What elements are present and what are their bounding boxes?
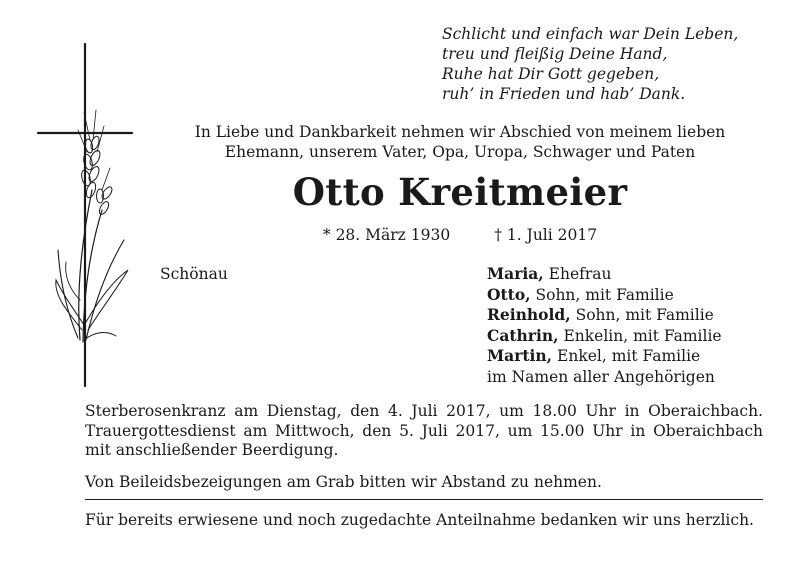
mourners-list xyxy=(487,264,722,387)
mourner-relation: Sohn, mit Familie xyxy=(575,306,714,324)
mourner-row xyxy=(487,326,722,347)
mourner-row xyxy=(487,305,722,326)
mourner-name: Otto, xyxy=(487,284,531,304)
death-date: † 1. Juli 2017 xyxy=(494,226,598,244)
deceased-name: Otto Kreitmeier xyxy=(292,170,628,214)
mourner-name: Cathrin, xyxy=(487,325,559,345)
service-announcement xyxy=(85,402,763,461)
mourner-row xyxy=(487,346,722,367)
birth-date: * 28. März 1930 xyxy=(322,226,451,244)
mourner-name: Maria, xyxy=(487,264,544,283)
intro-line: In Liebe und Dankbarkeit nehmen wir Abschied von meinem lieben xyxy=(194,123,726,141)
poem xyxy=(442,24,738,104)
mourner-relation: Enkel, mit Familie xyxy=(557,347,701,365)
cross-with-wheat-icon xyxy=(36,40,136,392)
place-name: Schönau xyxy=(160,265,228,283)
thanks-text: Für bereits erwiesene und noch zugedachte Anteilnahme bedanken wir uns herzlich. xyxy=(85,511,754,529)
announcement-line: Trauergottesdienst am Mittwoch, den 5. Juli 2017, um 15.00 Uhr in Oberaichbach xyxy=(85,421,763,440)
divider-line xyxy=(85,499,763,500)
announcement-line: mit anschließender Beerdigung. xyxy=(85,441,339,459)
mourner-row xyxy=(487,264,722,285)
mourner-name: Martin, xyxy=(487,346,553,365)
mourners-closing: im Namen aller Angehörigen xyxy=(487,367,715,386)
intro-line: Ehemann, unserem Vater, Opa, Uropa, Schwager und Paten xyxy=(224,143,696,161)
announcement-line: Sterberosenkranz am Dienstag, den 4. Juli 2017, um 18.00 Uhr in Oberaichbach. xyxy=(85,402,763,420)
poem-line: ruh’ in Frieden und hab’ Dank. xyxy=(442,85,686,103)
poem-line: treu und fleißig Deine Hand, xyxy=(442,45,668,63)
condolence-request: Von Beileidsbezeigungen am Grab bitten wir Abstand zu nehmen. xyxy=(85,473,602,491)
poem-line: Schlicht und einfach war Dein Leben, xyxy=(442,25,739,43)
life-dates xyxy=(160,225,760,245)
intro-text xyxy=(160,122,760,162)
mourner-relation: Sohn, mit Familie xyxy=(535,285,674,304)
mourner-relation: Ehefrau xyxy=(548,265,612,283)
mourner-relation: Enkelin, mit Familie xyxy=(563,326,722,345)
mourner-row xyxy=(487,285,722,306)
mourner-name: Reinhold, xyxy=(487,305,571,324)
poem-line: Ruhe hat Dir Gott gegeben, xyxy=(442,65,660,83)
